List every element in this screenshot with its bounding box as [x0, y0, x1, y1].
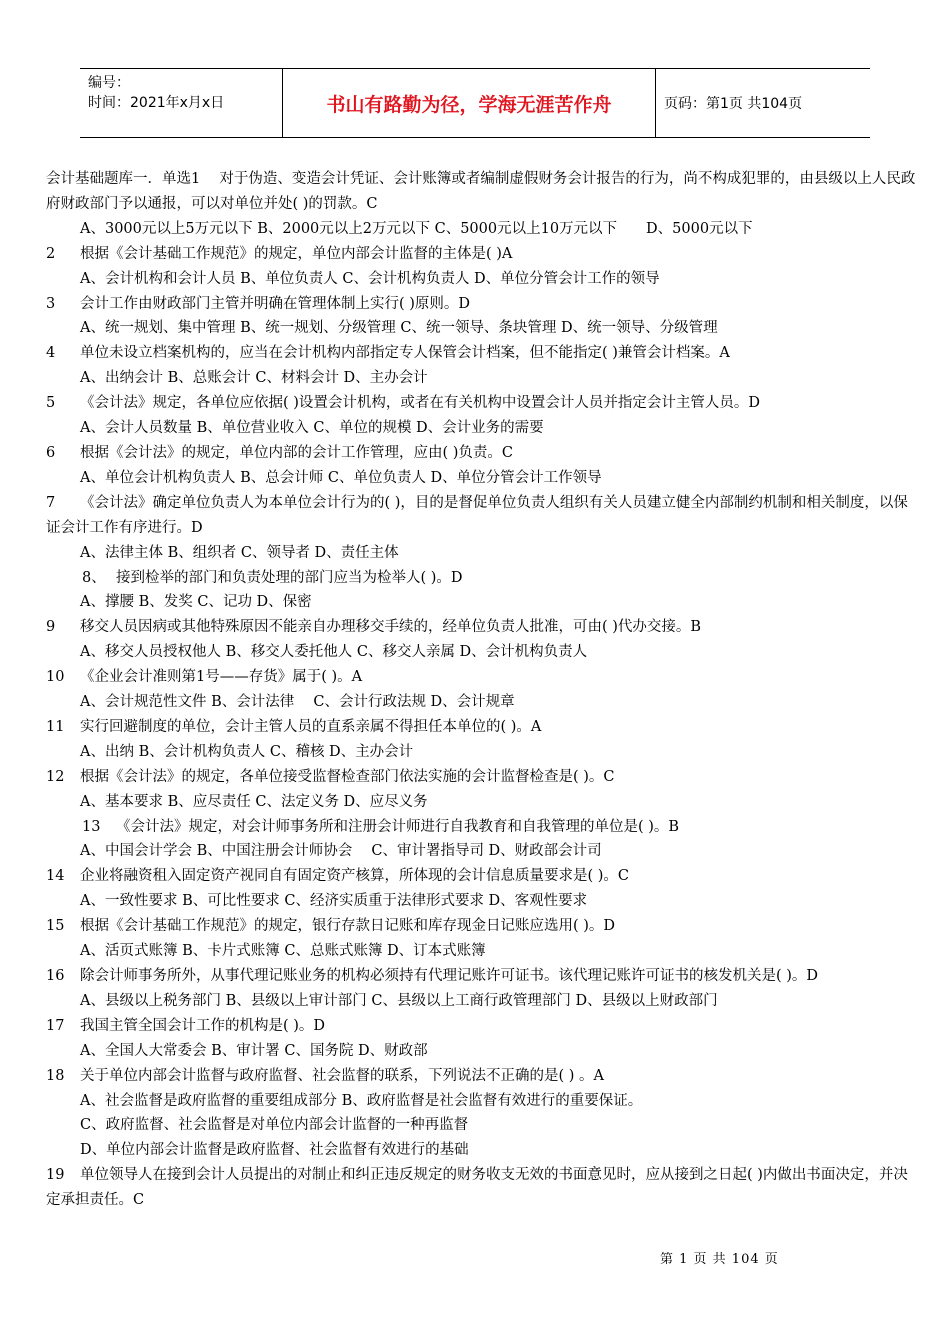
question-options: A、中国会计学会 B、中国注册会计师协会 C、审计署指导司 D、财政部会计司: [80, 843, 602, 860]
question-text: 我国主管全国会计工作的机构是( )。D: [80, 1017, 326, 1034]
question-options: A、出纳会计 B、总账会计 C、材料会计 D、主办会计: [80, 370, 428, 387]
question-15: [46, 914, 918, 939]
question-number: 14: [46, 868, 65, 885]
question-number: 16: [46, 968, 65, 984]
question-18-option-3: D、单位内部会计监督是政府监督、社会监督有效进行的基础: [80, 1142, 469, 1159]
question-number: 3: [46, 295, 56, 312]
question-number: 5: [46, 395, 56, 412]
question-options: A、撑腰 B、发奖 C、记功 D、保密: [80, 594, 312, 611]
question-options: A、县级以上税务部门 B、县级以上审计部门 C、县级以上工商行政管理部门 D、县级以上财政部门: [80, 992, 718, 1009]
question-text: 实行回避制度的单位，会计主管人员的直系亲属不得担任本单位的( )。A: [80, 718, 542, 735]
question-options: A、全国人大常委会 B、审计署 C、国务院 D、财政部: [80, 1042, 428, 1059]
question-4: [46, 341, 918, 366]
intro-options: A、3000元以上5万元以下 B、2000元以上2万元以下 C、5000元以上10万元以下 D、5000元以下: [80, 220, 753, 237]
intro-question: 会计基础题库一．单选1 对于伪造、变造会计凭证、会计账簿或者编制虚假财务会计报告的行为，尚不构成犯罪的，由县级以上人民政府财政部门予以通报，可以对单位并处( )的罚款。C: [46, 171, 916, 212]
question-number: 6: [46, 444, 56, 461]
question-number: 15: [46, 918, 65, 935]
question-6: [46, 441, 918, 466]
question-options: A、活页式账簿 B、卡片式账簿 C、总账式账簿 D、订本式账簿: [80, 943, 486, 960]
question-2: [46, 242, 918, 267]
question-text: 根据《会计法》的规定，单位内部的会计工作管理，应由( )负责。C: [80, 444, 514, 461]
question-7: [46, 491, 918, 541]
questions: [46, 242, 918, 1064]
question-options: A、统一规划、集中管理 B、统一规划、分级管理 C、统一领导、条块管理 D、统一领导、分级管理: [80, 320, 718, 337]
question-number: 13: [82, 818, 101, 835]
question-text: 单位未设立档案机构的，应当在会计机构内部指定专人保管会计档案，但不能指定( )兼管会计档案。A: [80, 345, 730, 362]
question-18-option-1: A、社会监督是政府监督的重要组成部分 B、政府监督是社会监督有效进行的重要保证。: [80, 1092, 643, 1109]
question-number: 8、: [82, 569, 106, 586]
question-5: [46, 391, 918, 416]
question-text: 移交人员因病或其他特殊原因不能亲自办理移交手续的，经单位负责人批准，可由( )代办交接。B: [80, 619, 702, 636]
question-number: 12: [46, 768, 65, 785]
question-17: [46, 1014, 918, 1039]
question-text: 会计工作由财政部门主管并明确在管理体制上实行( )原则。D: [80, 295, 471, 312]
question-number: 7: [46, 494, 56, 511]
code-label: 编号：: [88, 75, 130, 91]
time-label: 时间：2021年x月x日: [88, 95, 225, 111]
question-3: [46, 292, 918, 317]
question-options: A、移交人员授权他人 B、移交人委托他人 C、移交人亲属 D、会计机构负责人: [80, 644, 588, 661]
question-12: [46, 765, 918, 790]
question-text: 除会计师事务所外，从事代理记账业务的机构必须持有代理记账许可证书。该代理记账许可证书的核发机关是( )。D: [80, 968, 819, 984]
question-text: 根据《会计法》的规定，各单位接受监督检查部门依法实施的会计监督检查是( )。C: [80, 768, 615, 785]
question-9: [46, 615, 918, 640]
question-8: [46, 566, 918, 591]
question-14: [46, 864, 918, 889]
question-options: A、一致性要求 B、可比性要求 C、经济实质重于法律形式要求 D、客观性要求: [80, 893, 588, 910]
question-text: 《会计法》规定，对会计师事务所和注册会计师进行自我教育和自我管理的单位是( )。B: [116, 818, 680, 835]
question-options: A、出纳 B、会计机构负责人 C、稽核 D、主办会计: [80, 743, 414, 760]
question-number: 11: [46, 718, 65, 735]
question-19: 19 单位领导人在接到会计人员提出的对制止和纠正违反规定的财务收支无效的书面意见时，应从接到之日起( )内做出书面决定，并决定承担责任。C: [46, 1167, 908, 1209]
header-motto: 书山有路勤为径，学海无涯苦作舟: [283, 69, 656, 137]
question-text: 根据《会计基础工作规范》的规定，银行存款日记账和库存现金日记账应选用( )。D: [80, 918, 616, 935]
header-page-label: 页码：第1页 共104页: [664, 96, 803, 112]
page-footer: 第 1 页 共 104 页: [660, 1252, 779, 1267]
question-options: A、会计机构和会计人员 B、单位负责人 C、会计机构负责人 D、单位分管会计工作的领导: [80, 270, 660, 287]
question-text: 企业将融资租入固定资产视同自有固定资产核算，所体现的会计信息质量要求是( )。C: [80, 868, 630, 885]
question-options: A、单位会计机构负责人 B、总会计师 C、单位负责人 D、单位分管会计工作领导: [80, 469, 602, 486]
question-16: [46, 964, 918, 989]
question-13: [46, 815, 918, 840]
question-number: 9: [46, 619, 56, 636]
question-options: A、会计规范性文件 B、会计法律 C、会计行政法规 D、会计规章: [80, 694, 515, 711]
question-11: [46, 715, 918, 740]
question-list: [46, 167, 918, 1213]
question-number: 10: [46, 669, 65, 686]
question-text: 接到检举的部门和负责处理的部门应当为检举人( )。D: [116, 569, 463, 586]
question-text: 根据《会计基础工作规范》的规定，单位内部会计监督的主体是( )A: [80, 245, 513, 262]
question-number: 17: [46, 1017, 65, 1034]
question-options: A、会计人员数量 B、单位营业收入 C、单位的规模 D、会计业务的需要: [80, 420, 544, 437]
question-options: A、基本要求 B、应尽责任 C、法定义务 D、应尽义务: [80, 793, 428, 810]
question-text: 《企业会计准则第1号——存货》属于( )。A: [80, 669, 363, 686]
question-text: 《会计法》规定，各单位应依据( )设置会计机构，或者在有关机构中设置会计人员并指定会计主管人员。D: [80, 395, 761, 412]
page-header: [80, 68, 870, 138]
question-text: 《会计法》确定单位负责人为本单位会计行为的( )，目的是督促单位负责人组织有关人员建立健全内部制约机制和相关制度，以保证会计工作有序进行。D: [46, 494, 908, 536]
question-options: A、法律主体 B、组织者 C、领导者 D、责任主体: [80, 544, 399, 561]
question-18: 18 关于单位内部会计监督与政府监督、社会监督的联系，下列说法不正确的是( ) 。A: [46, 1067, 605, 1084]
header-meta: [80, 69, 283, 137]
question-18-option-2: C、政府监督、社会监督是对单位内部会计监督的一种再监督: [80, 1117, 469, 1134]
question-number: 4: [46, 345, 56, 362]
question-number: 2: [46, 245, 56, 262]
question-10: [46, 665, 918, 690]
